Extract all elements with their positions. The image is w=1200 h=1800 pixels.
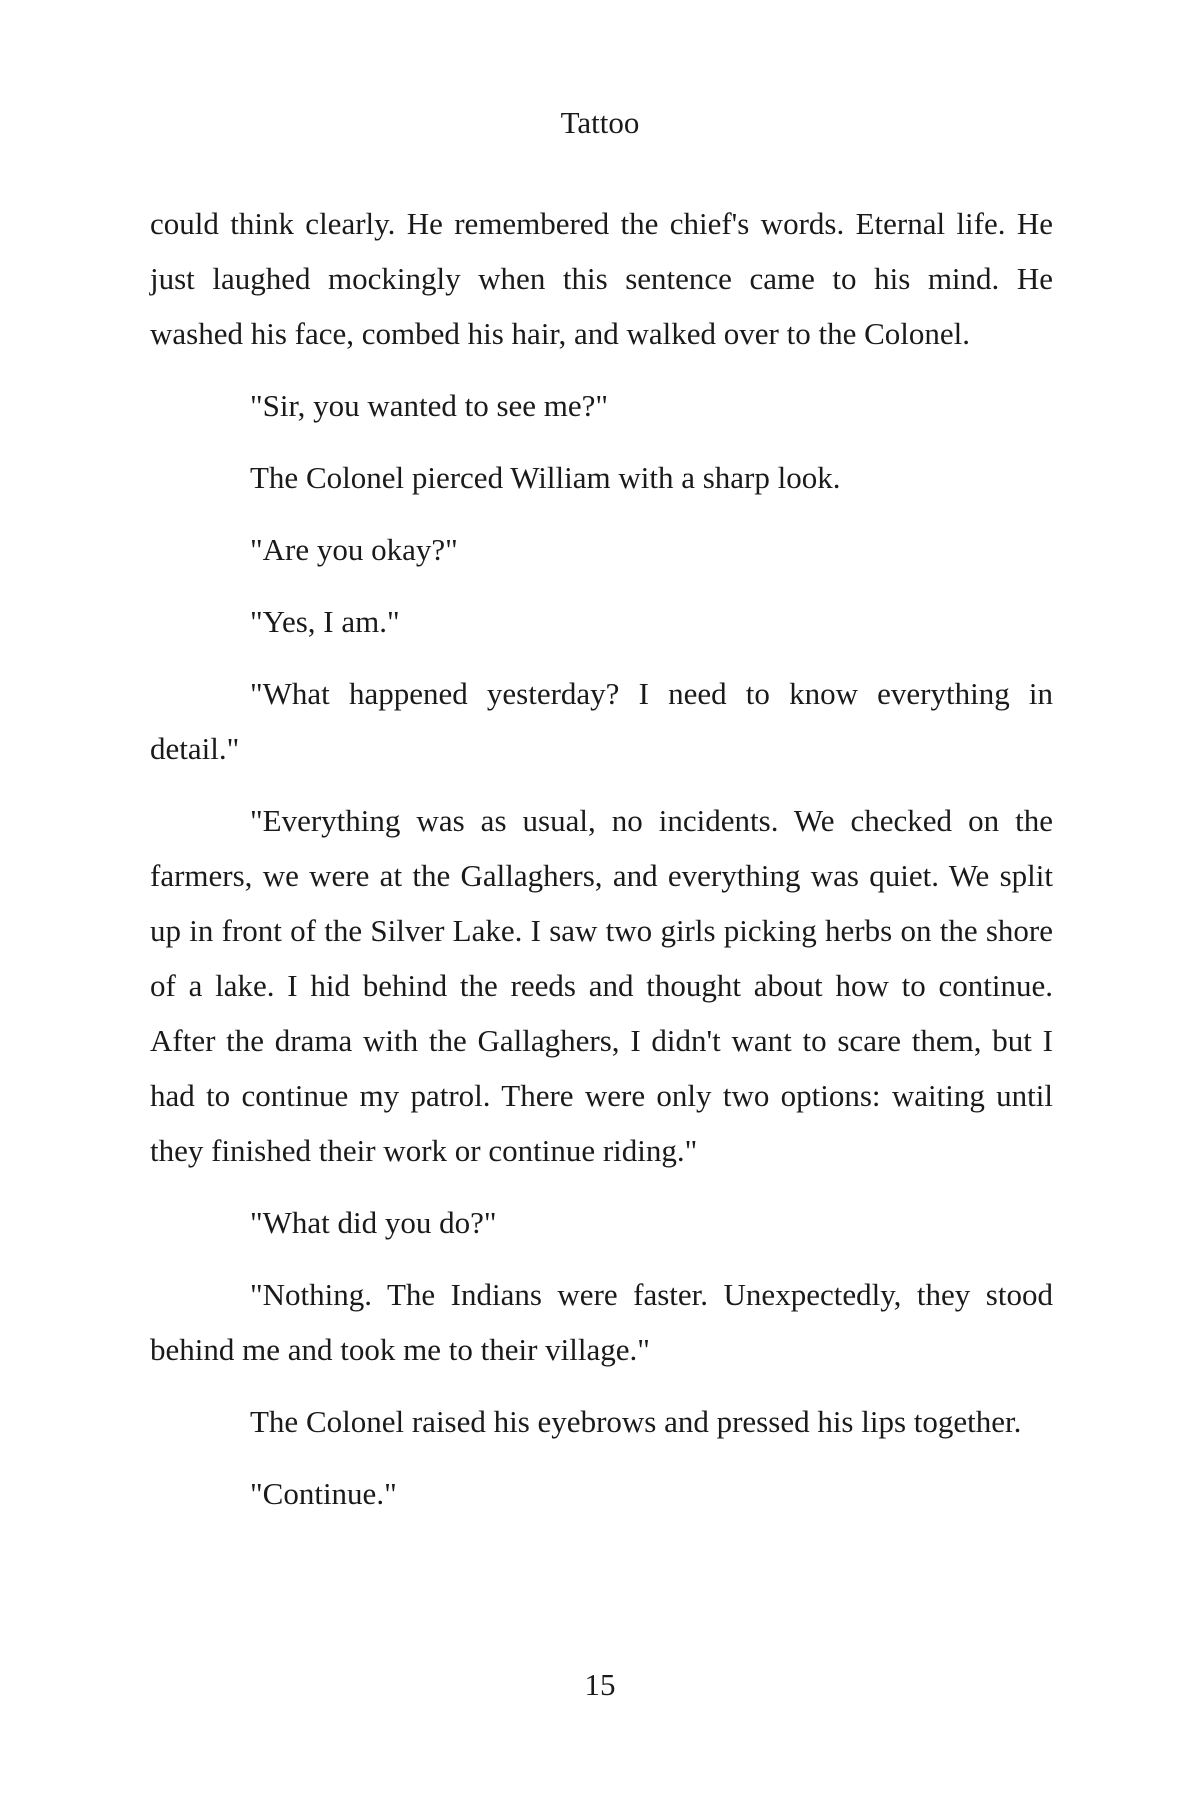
paragraph-narration: The Colonel pierced William with a sharp look. (250, 460, 841, 495)
paragraph-dialogue: "Yes, I am." (250, 604, 400, 639)
paragraph-dialogue: "Continue." (250, 1476, 397, 1511)
paragraph-continuation: could think clearly. He remembered the chief's words. Eternal life. He just laughed mockingly when this sentence came to his mind. He washed his face, combed his hair, and walked over to the Colonel. (150, 206, 1053, 351)
running-header-title: Tattoo (560, 105, 640, 140)
paragraph-narration: The Colonel raised his eyebrows and pressed his lips together. (250, 1404, 1022, 1439)
paragraph-dialogue: "Everything was as usual, no incidents. We checked on the farmers, we were at the Gallaghers, and everything was quiet. We split up in front of the Silver Lake. I saw two girls picking herbs on the shore of a lake. I hid behind the reeds and thought about how to continue. After the drama with the Gallaghers, I didn't want to scare them, but I had to continue my patrol. There were only two options: waiting until they finished their work or continue riding." (150, 803, 1053, 1168)
paragraph-dialogue: "What did you do?" (250, 1205, 497, 1240)
paragraph-dialogue: "What happened yesterday? I need to know everything in detail." (150, 676, 1053, 766)
paragraph-dialogue: "Are you okay?" (250, 532, 458, 567)
paragraph-dialogue: "Nothing. The Indians were faster. Unexpectedly, they stood behind me and took me to their village." (150, 1277, 1053, 1367)
paragraph-dialogue: "Sir, you wanted to see me?" (250, 388, 609, 423)
page-number: 15 (584, 1667, 616, 1702)
body-text (150, 196, 1053, 1538)
